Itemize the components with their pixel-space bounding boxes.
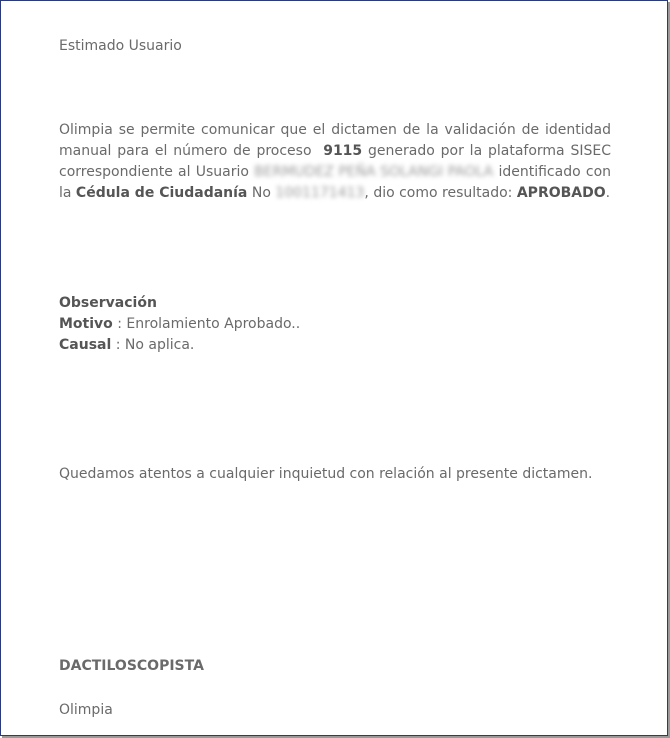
user-name-redacted: BERMUDEZ PEÑA SOLANGI PAOLA xyxy=(254,164,494,180)
identified-with-text: identificado con la xyxy=(59,164,612,201)
document-number-redacted: 1001171413 xyxy=(275,185,365,201)
closing-text: Quedamos atentos a cualquier inquietud con relación al presente dictamen. xyxy=(59,466,593,482)
greeting: Estimado Usuario xyxy=(59,38,182,54)
result-value: APROBADO xyxy=(516,185,606,201)
intro-text: Olimpia se permite comunicar que el dictamen de la validación de identidad manual para el número de proceso xyxy=(59,122,611,159)
process-number: 9115 xyxy=(323,143,363,159)
no-label: No xyxy=(251,185,271,201)
motivo-value: : Enrolamiento Aprobado.. xyxy=(117,316,301,332)
motivo-label: Motivo xyxy=(59,316,113,332)
motivo-line xyxy=(59,314,300,335)
signer-title: DACTILOSCOPISTA xyxy=(59,658,204,674)
observation-block xyxy=(59,293,300,356)
dictamen-paragraph xyxy=(59,120,611,204)
company-name: Olimpia xyxy=(59,702,113,718)
document-type: Cédula de Ciudadanía xyxy=(75,185,248,201)
causal-label: Causal xyxy=(59,337,112,353)
end-period: . xyxy=(605,185,611,201)
generated-by-text: generado por la plataforma SISEC correspondiente al Usuario xyxy=(59,143,611,180)
result-label: , dio como resultado: xyxy=(364,185,513,201)
observation-title: Observación xyxy=(59,295,157,311)
causal-line xyxy=(59,335,300,356)
causal-value: : No aplica. xyxy=(115,337,195,353)
